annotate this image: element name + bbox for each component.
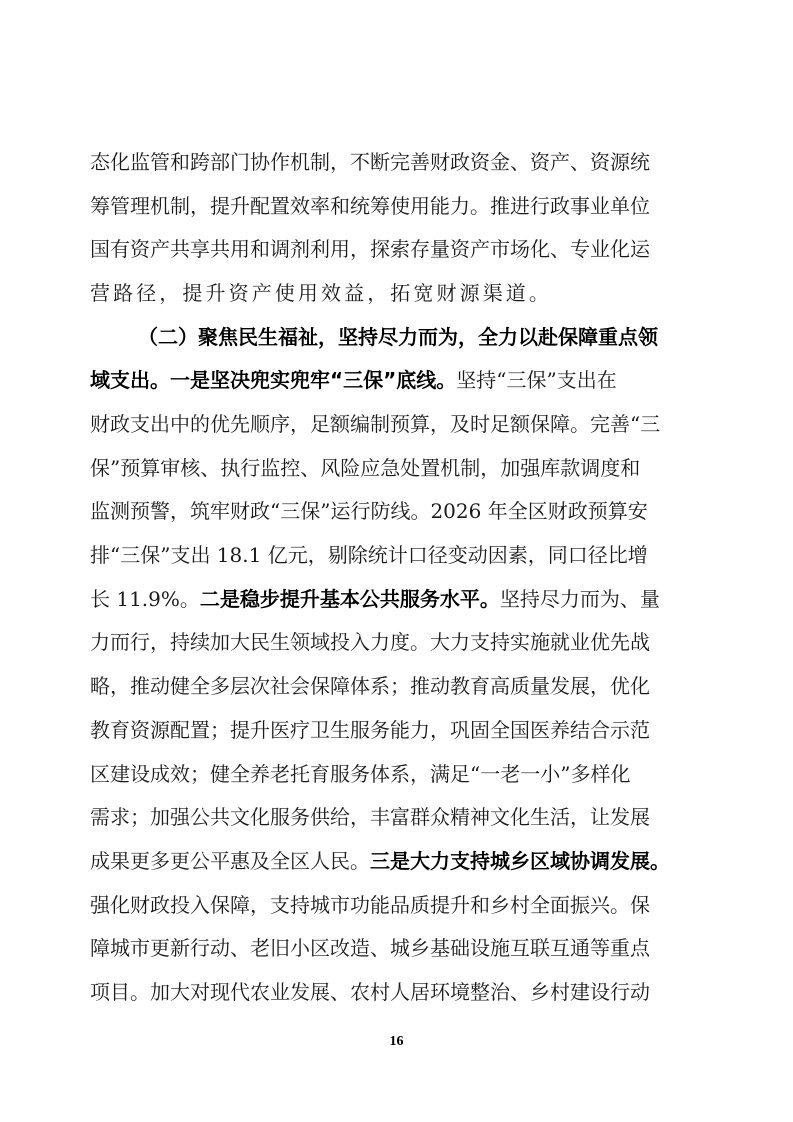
text-line (90, 713, 700, 747)
text-run: 国有资产共享共用和调剂利用，探索存量资产市场化、专业化运 (90, 237, 650, 261)
text-line (90, 232, 700, 266)
text-line (90, 669, 700, 703)
bold-run: 二是稳步提升基本公共服务水平。 (199, 587, 500, 611)
text-run: 略，推动健全多层次社会保障体系；推动教育高质量发展，优化 (90, 674, 650, 698)
bold-run: 域支出。一是坚决兜实兜牢“三保”底线。 (90, 368, 457, 392)
text-run: 项目。加大对现代农业发展、农村人居环境整治、乡村建设行动 (90, 980, 650, 1004)
text-line (90, 276, 552, 310)
text-run: 成果更多更公平惠及全区人民。 (90, 849, 370, 873)
text-run: 教育资源配置；提升医疗卫生服务能力，巩固全国医养结合示范 (90, 718, 650, 742)
text-line (90, 582, 700, 616)
text-run: 监测预警，筑牢财政“三保”运行防线。2026 年全区财政预算安 (90, 499, 648, 523)
text-line (90, 625, 700, 659)
text-line (90, 363, 700, 397)
text-line (90, 189, 700, 223)
text-line (90, 757, 700, 791)
bold-run: 三是大力支持城乡区域协调发展。 (370, 849, 670, 873)
section-heading: （二）聚焦民生福祉，坚持尽力而为，全力以赴保障重点领 (138, 325, 658, 349)
text-run: 保”预算审核、执行监控、风险应急处置机制，加强库款调度和 (90, 456, 641, 480)
text-run: 排“三保”支出 18.1 亿元，剔除统计口径变动因素，同口径比增 (90, 543, 648, 567)
text-line (90, 800, 700, 834)
text-run: 财政支出中的优先顺序，足额编制预算，及时足额保障。完善“三 (90, 412, 661, 436)
text-run: 障城市更新行动、老旧小区改造、城乡基础设施互联互通等重点 (90, 936, 650, 960)
text-run: 长 11.9%。 (90, 587, 200, 611)
text-line (90, 931, 700, 965)
page-number: 16 (389, 1034, 404, 1049)
text-run: 区建设成效；健全养老托育服务体系，满足“一老一小”多样化 (90, 762, 631, 786)
text-run: 强化财政投入保障，支持城市功能品质提升和乡村全面振兴。保 (90, 893, 650, 917)
text-run: 坚持尽力而为、量 (499, 587, 660, 611)
text-run: 营路径，提升资产使用效益，拓宽财源渠道。 (90, 281, 552, 305)
text-run: 坚持“三保”支出在 (456, 368, 617, 392)
text-line (90, 844, 700, 878)
text-line (90, 888, 700, 922)
text-line (90, 407, 700, 441)
text-run: 态化监管和跨部门协作机制，不断完善财政资金、资产、资源统 (90, 150, 650, 174)
text-line (90, 975, 700, 1009)
text-line (90, 145, 700, 179)
text-line (90, 451, 700, 485)
text-line (90, 494, 700, 528)
text-run: 需求；加强公共文化服务供给，丰富群众精神文化生活，让发展 (90, 805, 650, 829)
text-run: 力而行，持续加大民生领域投入力度。大力支持实施就业优先战 (90, 630, 650, 654)
text-line (90, 538, 700, 572)
section-heading-line (138, 320, 700, 354)
text-run: 筹管理机制，提升配置效率和统筹使用能力。推进行政事业单位 (90, 194, 650, 218)
